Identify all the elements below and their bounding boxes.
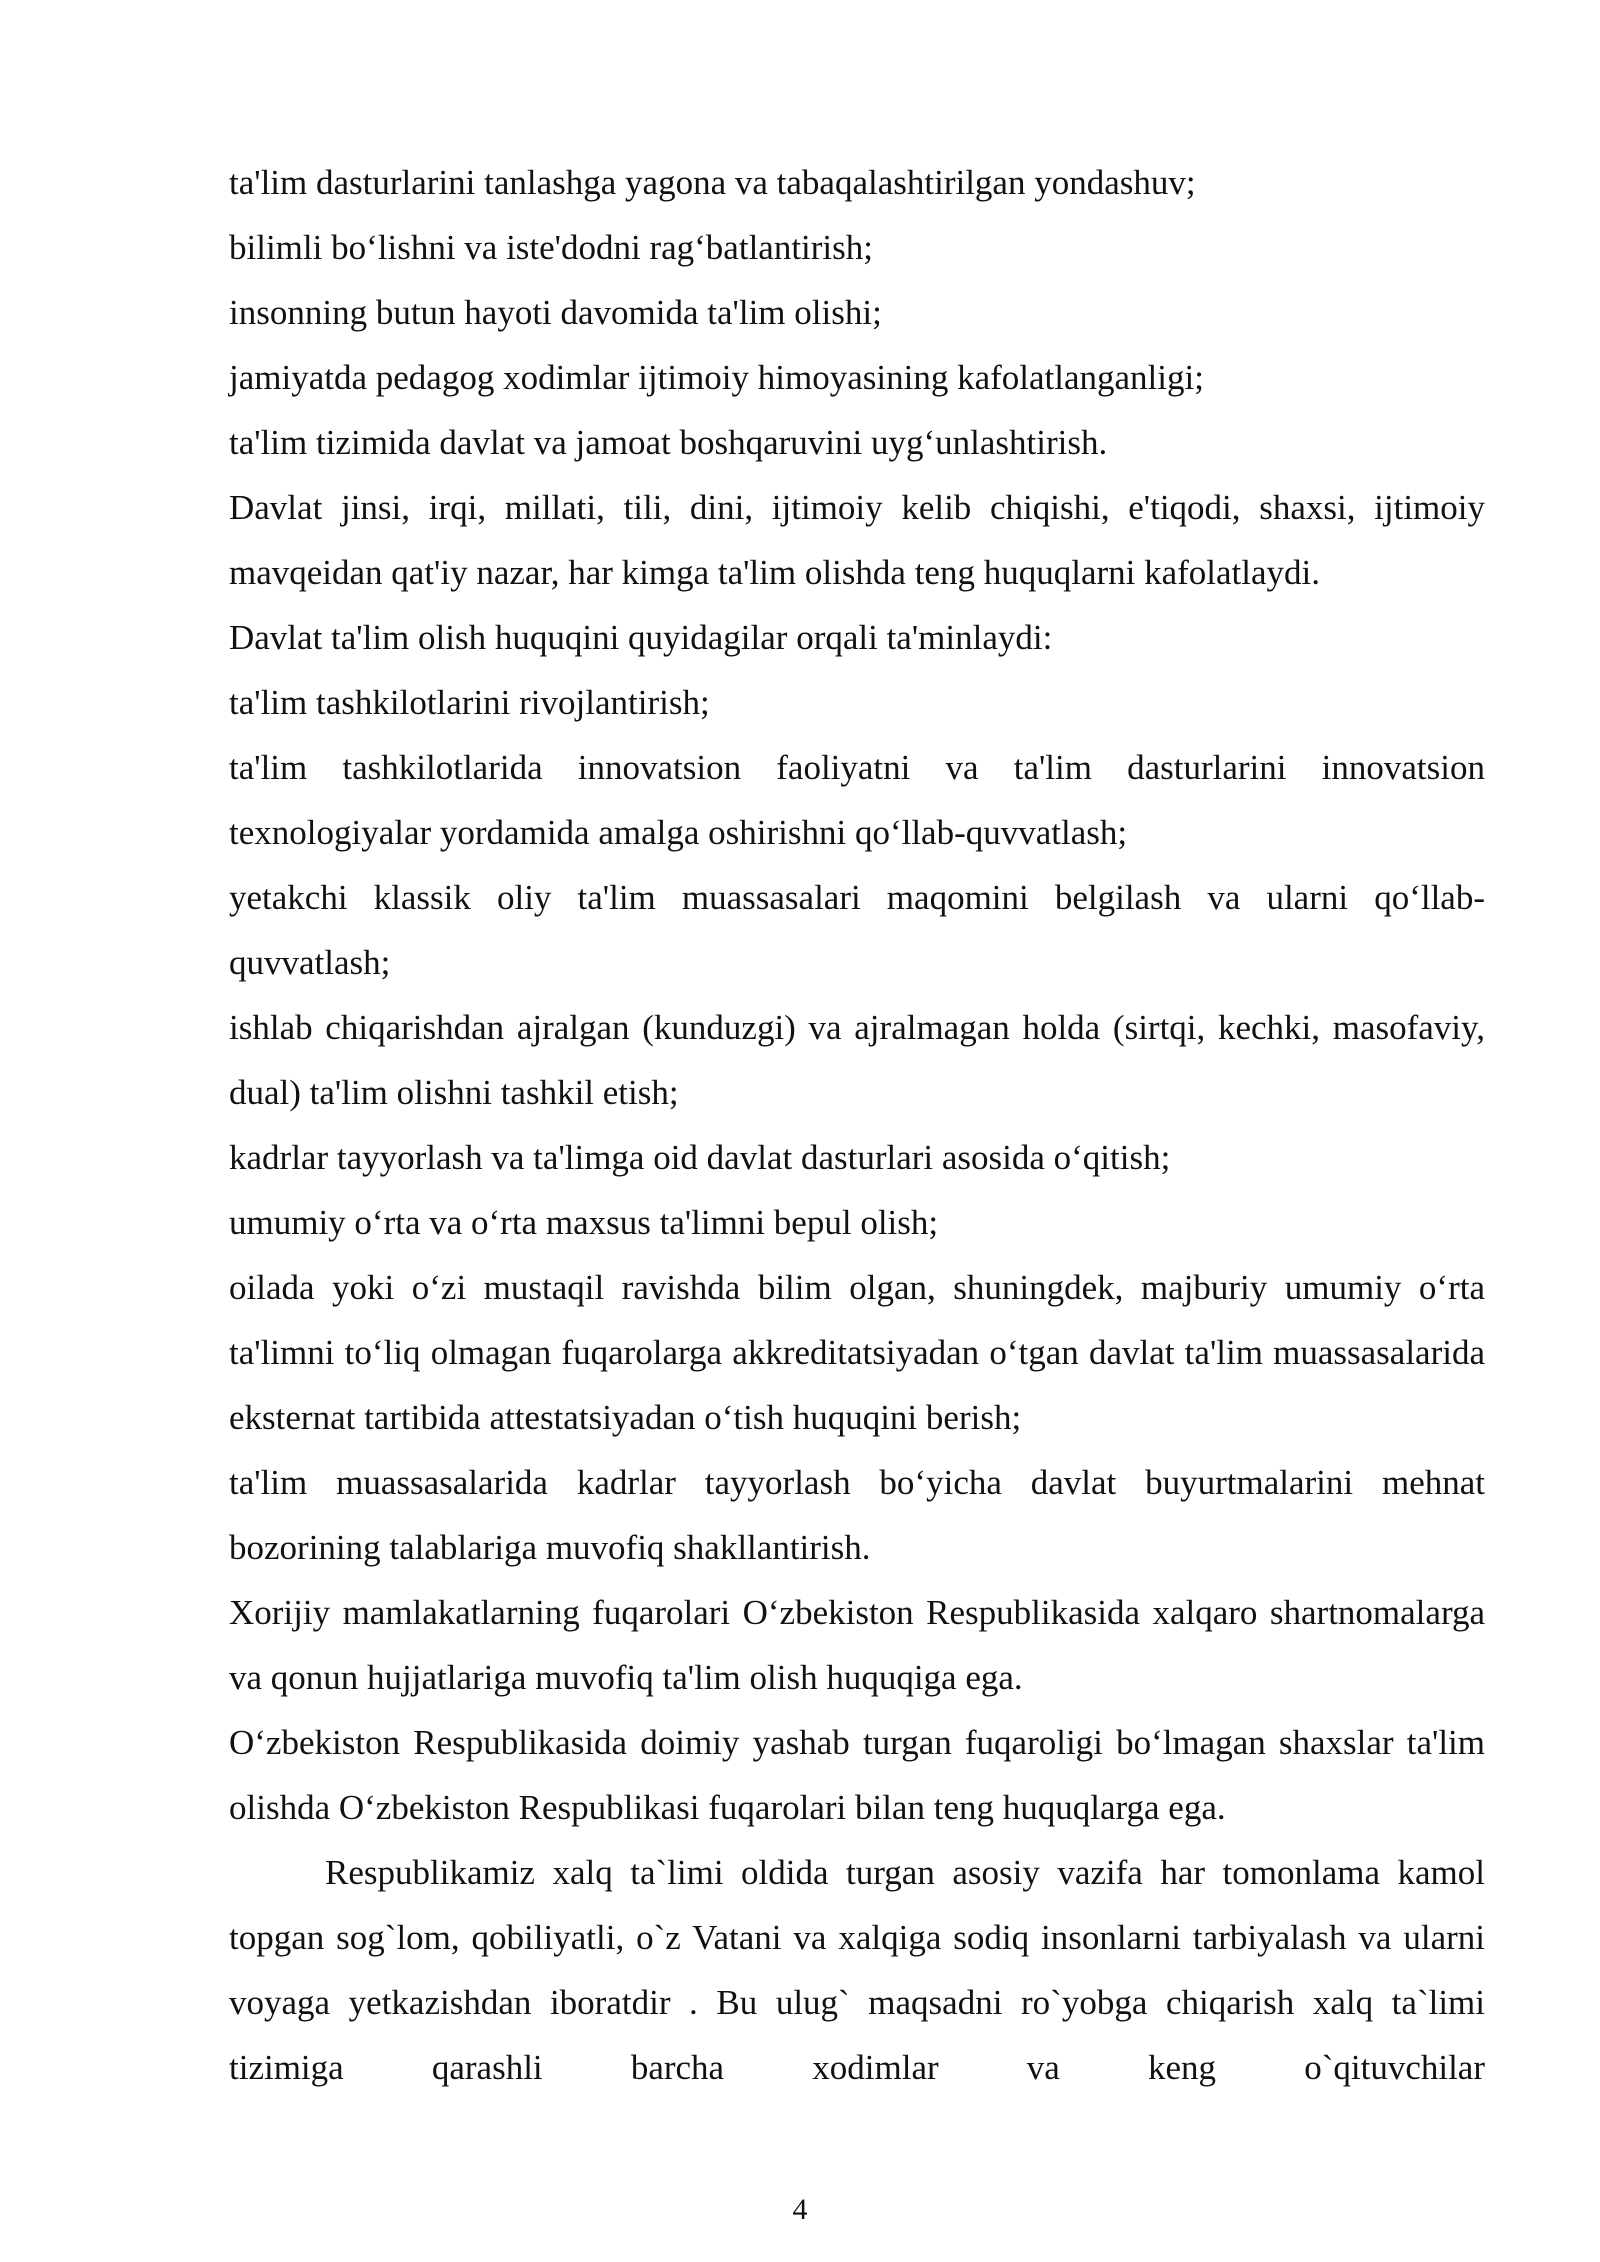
list-item: ta'lim muassasalarida kadrlar tayyorlash bo‘yicha davlat buyurtmalarini mehnat bozorining talablariga muvofiq shakllantirish. xyxy=(229,1463,1485,1567)
list-item: ishlab chiqarishdan ajralgan (kunduzgi) va ajralmagan holda (sirtqi, kechki, masofaviy, dual) ta'lim olishni tashkil etish; xyxy=(229,1008,1485,1112)
list-item: oilada yoki o‘zi mustaqil ravishda bilim olgan, shuningdek, majburiy umumiy o‘rta ta'limni to‘liq olmagan fuqarolarga akkreditatsiyadan o‘tgan davlat ta'lim muassasalarida eksternat tartibida attestatsiyadan o‘tish huquqini berish; xyxy=(229,1268,1485,1437)
list-item: ta'lim tizimida davlat va jamoat boshqaruvini uyg‘unlashtirish. xyxy=(229,423,1108,462)
list-item: yetakchi klassik oliy ta'lim muassasalari maqomini belgilash va ularni qo‘llab-quvvatlash; xyxy=(229,878,1485,982)
paragraph: Xorijiy mamlakatlarning fuqarolari O‘zbekiston Respublikasida xalqaro shartnomalarga va qonun hujjatlariga muvofiq ta'lim olish huquqiga ega. xyxy=(229,1593,1485,1697)
paragraph: Davlat ta'lim olish huquqini quyidagilar orqali ta'minlaydi: xyxy=(229,618,1053,657)
page-number: 4 xyxy=(792,2193,808,2226)
paragraph: O‘zbekiston Respublikasida doimiy yashab turgan fuqaroligi bo‘lmagan shaxslar ta'lim olishda O‘zbekiston Respublikasi fuqarolari bilan teng huquqlarga ega. xyxy=(229,1723,1485,1827)
list-item: bilimli bo‘lishni va iste'dodni rag‘batlantirish; xyxy=(229,228,873,267)
list-item: ta'lim tashkilotlarini rivojlantirish; xyxy=(229,683,710,722)
list-item: ta'lim tashkilotlarida innovatsion faoliyatni va ta'lim dasturlarini innovatsion texnologiyalar yordamida amalga oshirishni qo‘llab-quvvatlash; xyxy=(229,748,1485,852)
list-item: ta'lim dasturlarini tanlashga yagona va tabaqalashtirilgan yondashuv; xyxy=(229,163,1196,202)
list-item: insonning butun hayoti davomida ta'lim olishi; xyxy=(229,293,882,332)
list-item: kadrlar tayyorlash va ta'limga oid davlat dasturlari asosida o‘qitish; xyxy=(229,1138,1171,1177)
paragraph: Davlat jinsi, irqi, millati, tili, dini, ijtimoiy kelib chiqishi, e'tiqodi, shaxsi, ijtimoiy mavqeidan qat'iy nazar, har kimga ta'lim olishda teng huquqlarni kafolatlaydi. xyxy=(229,488,1485,592)
list-item: jamiyatda pedagog xodimlar ijtimoiy himoyasining kafolatlanganligi; xyxy=(229,358,1204,397)
list-item: umumiy o‘rta va o‘rta maxsus ta'limni bepul olish; xyxy=(229,1203,939,1242)
paragraph: Respublikamiz xalq ta`limi oldida turgan asosiy vazifa har tomonlama kamol topgan sog`lom, qobiliyatli, o`z Vatani va xalqiga sodiq insonlarni tarbiyalash va ularni voyaga yetkazishdan iboratdir . Bu ulug` maqsadni ro`yobga chiqarish xalq ta`limi tizimiga qarashli barcha xodimlar va keng o`qituvchilar xyxy=(229,1853,1485,2087)
body-text xyxy=(229,150,1485,2100)
